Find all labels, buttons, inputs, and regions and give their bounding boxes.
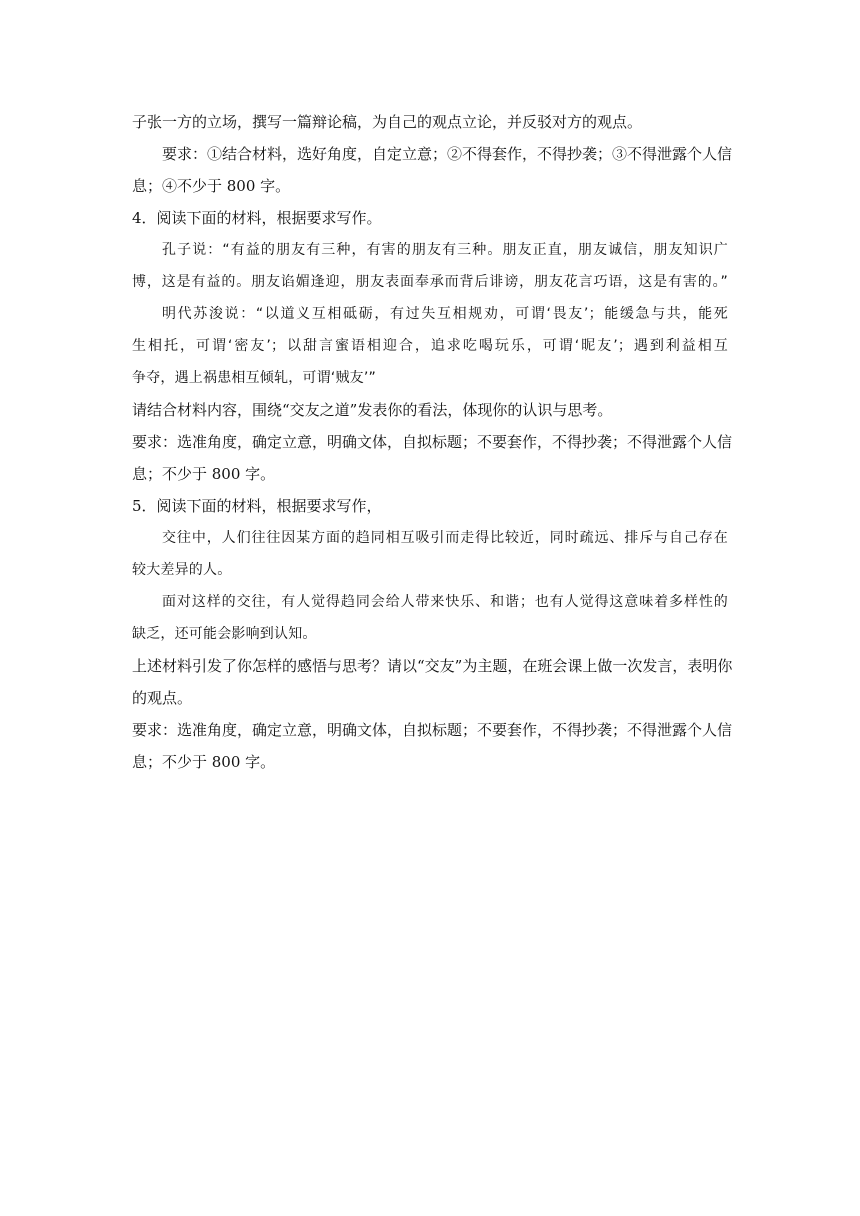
quote-line: 孔子说：“有益的朋友有三种，有害的朋友有三种。朋友正直，朋友诚信，朋友知识广 — [162, 242, 728, 258]
prompt-line: 请结合材料内容，围绕“交友之道”发表你的看法，体现你的认识与思考。 — [132, 401, 613, 419]
text-line: 要求：①结合材料，选好角度，自定立意；②不得套作，不得抄袭；③不得泄露个人信 — [162, 145, 733, 163]
quote-line: 争夺，遇上祸患相互倾轧，可谓‘贼友’” — [132, 370, 376, 386]
text-line: 子张一方的立场，撰写一篇辩论稿，为自己的观点立论，并反驳对方的观点。 — [132, 113, 643, 131]
prompt-line: 上述材料引发了你怎样的感悟与思考？请以“交友”为主题，在班会课上做一次发言，表明你 — [132, 657, 733, 675]
document-body — [132, 106, 733, 778]
quote-line: 生相托，可谓‘密友’；以甜言蜜语相迎合，追求吃喝玩乐，可谓‘昵友’；遇到利益相互 — [132, 338, 728, 354]
quote-line: 明代苏浚说：“以道义互相砥砺，有过失互相规劝，可谓‘畏友’；能缓急与共，能死 — [162, 306, 728, 322]
quote-line: 缺乏，还可能会影响到认知。 — [132, 626, 317, 642]
quote-line: 博，这是有益的。朋友谄媚逢迎，朋友表面奉承而背后诽谤，朋友花言巧语，这是有害的。” — [132, 274, 728, 290]
quote-line: 面对这样的交往，有人觉得趋同会给人带来快乐、和谐；也有人觉得这意味着多样性的 — [162, 594, 728, 610]
text-line: 息；④不少于 800 字。 — [132, 177, 291, 195]
requirement-line: 息；不少于 800 字。 — [132, 753, 276, 771]
requirement-line: 要求：选准角度，确定立意，明确文体，自拟标题；不要套作，不得抄袭；不得泄露个人信 — [132, 433, 733, 451]
requirement-line: 息；不少于 800 字。 — [132, 465, 276, 483]
question-heading-5: 5．阅读下面的材料，根据要求写作， — [132, 497, 382, 515]
requirement-line: 要求：选准角度，确定立意，明确文体，自拟标题；不要套作，不得抄袭；不得泄露个人信 — [132, 721, 733, 739]
prompt-line: 的观点。 — [132, 689, 193, 707]
quote-line: 交往中，人们往往因某方面的趋同相互吸引而走得比较近，同时疏远、排斥与自己存在 — [162, 530, 728, 546]
quote-line: 较大差异的人。 — [132, 562, 232, 578]
question-heading-4: 4．阅读下面的材料，根据要求写作。 — [132, 209, 382, 227]
